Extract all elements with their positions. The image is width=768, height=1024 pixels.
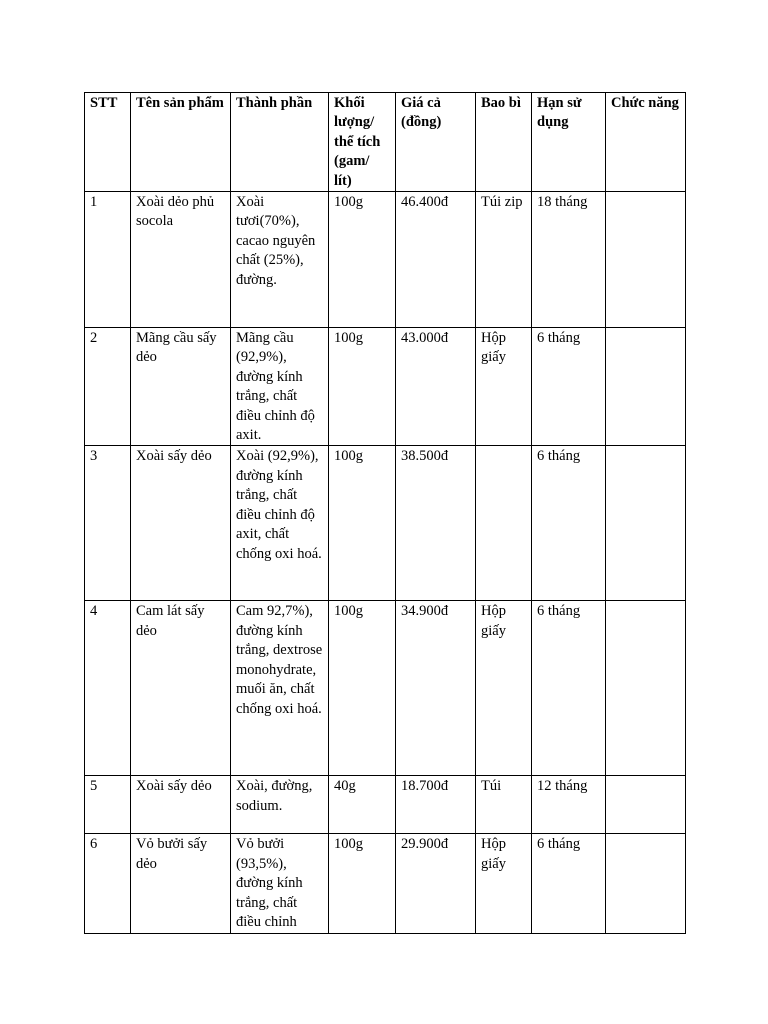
cell-price: 43.000đ <box>396 328 476 446</box>
cell-expiry: 6 tháng <box>532 601 606 776</box>
cell-function <box>606 192 686 328</box>
cell-ingredients: Xoài (92,9%), đường kính trắng, chất điều chỉnh độ axit, chất chống oxi hoá. <box>231 446 329 601</box>
header-packaging: Bao bì <box>476 93 532 192</box>
header-price: Giá cả (đồng) <box>396 93 476 192</box>
cell-stt: 3 <box>85 446 131 601</box>
cell-weight: 100g <box>329 601 396 776</box>
cell-price: 18.700đ <box>396 776 476 834</box>
header-expiry: Hạn sử dụng <box>532 93 606 192</box>
cell-function <box>606 328 686 446</box>
cell-stt: 5 <box>85 776 131 834</box>
header-stt: STT <box>85 93 131 192</box>
header-ingredients: Thành phần <box>231 93 329 192</box>
cell-name: Xoài sấy dẻo <box>131 446 231 601</box>
table-header-row <box>85 93 686 192</box>
cell-ingredients: Vỏ bưởi (93,5%), đường kính trắng, chất điều chỉnh <box>231 834 329 933</box>
cell-name: Xoài sấy dẻo <box>131 776 231 834</box>
table-row <box>85 601 686 776</box>
cell-packaging: Túi <box>476 776 532 834</box>
cell-packaging: Hộp giấy <box>476 328 532 446</box>
cell-weight: 100g <box>329 834 396 933</box>
cell-stt: 4 <box>85 601 131 776</box>
cell-function <box>606 601 686 776</box>
cell-expiry: 18 tháng <box>532 192 606 328</box>
cell-name: Cam lát sấy dẻo <box>131 601 231 776</box>
cell-price: 46.400đ <box>396 192 476 328</box>
table-row <box>85 328 686 446</box>
table-row <box>85 776 686 834</box>
cell-function <box>606 446 686 601</box>
cell-function <box>606 776 686 834</box>
cell-function <box>606 834 686 933</box>
header-function: Chức năng <box>606 93 686 192</box>
cell-packaging: Túi zip <box>476 192 532 328</box>
cell-price: 34.900đ <box>396 601 476 776</box>
cell-expiry: 12 tháng <box>532 776 606 834</box>
header-weight: Khối lượng/ thể tích (gam/ lít) <box>329 93 396 192</box>
cell-name: Xoài dẻo phủ socola <box>131 192 231 328</box>
cell-packaging: Hộp giấy <box>476 834 532 933</box>
header-name: Tên sản phẩm <box>131 93 231 192</box>
cell-packaging <box>476 446 532 601</box>
table-row <box>85 834 686 933</box>
product-table <box>84 92 686 934</box>
cell-weight: 100g <box>329 192 396 328</box>
cell-expiry: 6 tháng <box>532 446 606 601</box>
cell-weight: 40g <box>329 776 396 834</box>
cell-weight: 100g <box>329 446 396 601</box>
cell-name: Vỏ bưởi sấy dẻo <box>131 834 231 933</box>
cell-stt: 2 <box>85 328 131 446</box>
cell-price: 38.500đ <box>396 446 476 601</box>
cell-ingredients: Xoài, đường, sodium. <box>231 776 329 834</box>
cell-ingredients: Mãng cầu (92,9%), đường kính trắng, chất điều chỉnh độ axit. <box>231 328 329 446</box>
cell-stt: 6 <box>85 834 131 933</box>
cell-name: Mãng cầu sấy dẻo <box>131 328 231 446</box>
table-row <box>85 192 686 328</box>
cell-expiry: 6 tháng <box>532 834 606 933</box>
table-row <box>85 446 686 601</box>
cell-ingredients: Xoài tươi(70%), cacao nguyên chất (25%), đường. <box>231 192 329 328</box>
cell-ingredients: Cam 92,7%), đường kính trắng, dextrose monohydrate, muối ăn, chất chống oxi hoá. <box>231 601 329 776</box>
cell-stt: 1 <box>85 192 131 328</box>
cell-price: 29.900đ <box>396 834 476 933</box>
cell-expiry: 6 tháng <box>532 328 606 446</box>
cell-weight: 100g <box>329 328 396 446</box>
cell-packaging: Hộp giấy <box>476 601 532 776</box>
